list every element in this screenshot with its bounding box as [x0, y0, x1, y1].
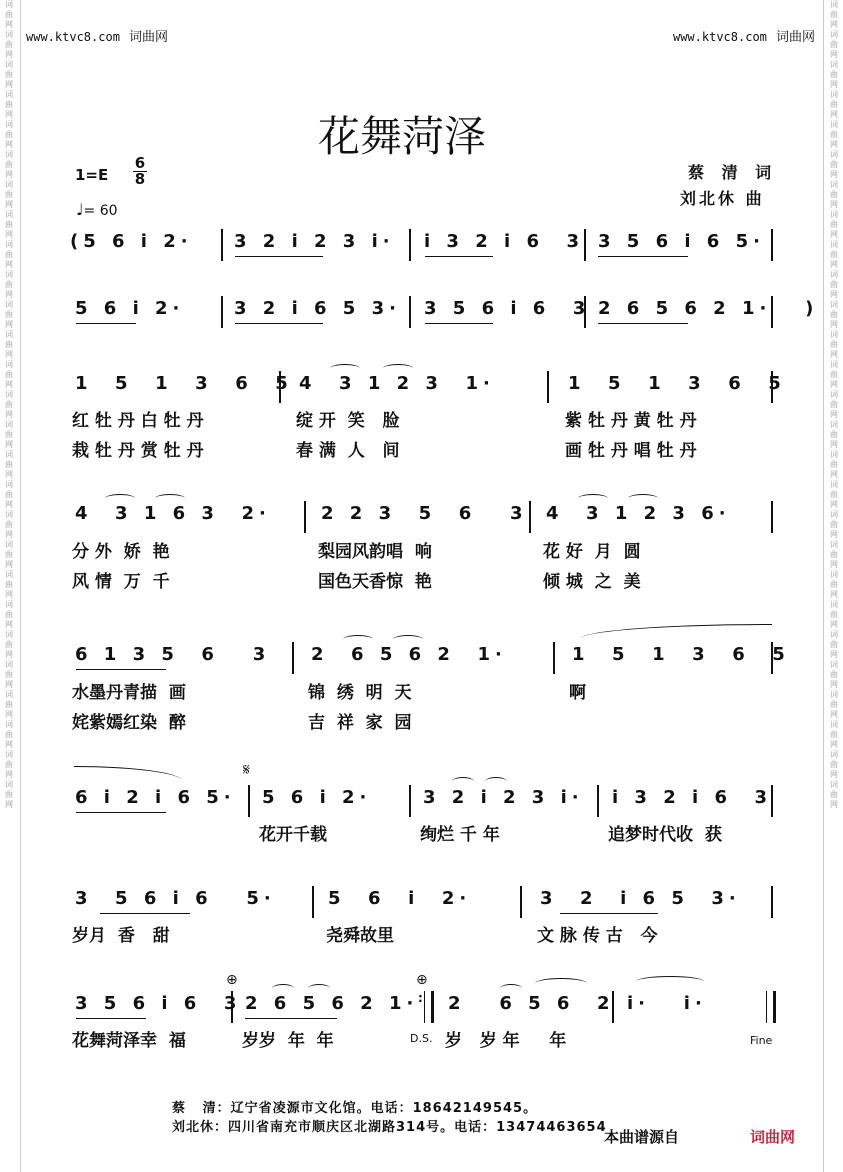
measure: 2 6 5 6 2 1· — [311, 644, 507, 665]
measure: 1 5 1 3 6 5 — [75, 373, 293, 394]
beam — [76, 669, 166, 670]
measure: 4 3 1 2 3 1· — [299, 373, 495, 394]
quarter-note-icon: ♩ — [76, 200, 84, 219]
barline — [221, 296, 223, 328]
lyric-line-2: 姹紫嫣红染 醉 — [72, 713, 186, 733]
coda-icon: ⊕ — [416, 972, 428, 988]
beam — [235, 256, 323, 257]
measure: i 3 2 i 6 3 — [612, 787, 773, 808]
slur — [578, 494, 608, 503]
site-header-right — [673, 26, 815, 45]
site-url: www.ktvc8.com — [26, 30, 120, 44]
source-brand-logo[interactable]: 词曲网 — [750, 1128, 796, 1146]
lyric-line-1: 尧舜故里 — [326, 926, 394, 946]
lyric-line-1: 花舞菏泽幸 福 — [72, 1031, 186, 1051]
lyric-line-1: 岁月 香 甜 — [72, 926, 170, 946]
composer-credit: 刘北休 曲 — [680, 189, 765, 208]
segno-icon: 𝄋 — [243, 760, 250, 779]
barline — [520, 886, 522, 918]
beam — [560, 913, 658, 914]
barline — [312, 886, 314, 918]
measure: 3 2 i 6 5 3· — [540, 888, 741, 909]
barline — [553, 642, 555, 674]
lyric-line-2: 栽 牡 丹 赏 牡 丹 — [72, 441, 204, 461]
measure: 5 6 i 2· — [328, 888, 472, 909]
tempo-value: = 60 — [83, 203, 118, 219]
lyric-line-2: 春 满 人 间 — [296, 441, 400, 461]
beam — [245, 1018, 337, 1019]
lyric-line-2: 国色天香惊 艳 — [318, 572, 432, 592]
measure: 3 2 i 2 3 i· — [423, 787, 584, 808]
slur — [105, 494, 135, 503]
double-barline — [424, 991, 434, 1023]
measure: 5 6 i 2· — [262, 787, 372, 808]
slur — [485, 777, 507, 786]
site-name: 词曲网 — [775, 30, 815, 45]
measure: 3 2 i 2 3 i· — [234, 231, 395, 252]
tempo-marking — [76, 200, 118, 219]
measure: i 3 2 i 6 3 — [424, 231, 585, 252]
barline — [529, 501, 531, 533]
beam — [76, 1018, 146, 1019]
lyric-line-1: 分 外 娇 艳 — [72, 542, 170, 562]
key-signature: 1=E — [75, 166, 109, 184]
lyric-line-1: 啊 — [569, 683, 586, 703]
fine-mark: Fine — [750, 1034, 773, 1047]
barline — [771, 886, 773, 918]
beam — [425, 323, 493, 324]
lyric-line-1: 岁 岁 年 年 — [445, 1031, 567, 1051]
barline — [584, 229, 586, 261]
slur — [500, 984, 522, 993]
beam — [598, 256, 688, 257]
footer-contact-2: 刘北休：四川省南充市顺庆区北湖路314号。电话：13474463654 — [172, 1120, 607, 1135]
measure: 3 2 i 6 5 3· — [234, 298, 401, 319]
measure: 4 3 1 2 3 6· — [546, 503, 731, 524]
left-border — [20, 0, 21, 1172]
tie — [74, 766, 182, 781]
measure: (5 6 i 2· — [70, 231, 193, 252]
slur — [155, 494, 185, 503]
slur — [452, 777, 474, 786]
lyric-line-2: 吉 祥 家 园 — [308, 713, 412, 733]
tie — [580, 624, 772, 639]
song-title: 花舞菏泽 — [318, 112, 487, 161]
final-barline — [766, 991, 776, 1023]
lyric-line-1: 锦 绣 明 天 — [308, 683, 412, 703]
measure: 6 1 3 5 6 3 — [75, 644, 271, 665]
coda-icon: ⊕ — [226, 972, 238, 988]
slur — [628, 494, 658, 503]
barline — [547, 371, 549, 403]
measure: 1 5 1 3 6 5 — [572, 644, 790, 665]
measure: 2 2 3 5 6 3 — [321, 503, 528, 524]
lyric-line-1: 红 牡 丹 白 牡 丹 — [72, 411, 204, 431]
measure: 2 6 5 6 2 — [448, 993, 615, 1014]
lyric-line-2: 画 牡 丹 唱 牡 丹 — [565, 441, 697, 461]
slur — [343, 635, 373, 644]
lyric-line-2: 倾 城 之 美 — [543, 572, 641, 592]
measure: 3 5 6 i 6 5· — [75, 888, 276, 909]
slur — [330, 364, 360, 373]
barline — [279, 371, 281, 403]
barline — [612, 991, 614, 1023]
lyric-line-1: 花 好 月 圆 — [543, 542, 641, 562]
barline — [771, 296, 773, 328]
beam — [76, 812, 166, 813]
right-watermark: 词曲网词曲网词曲网词曲网词曲网词曲网词曲网词曲网词曲网词曲网词曲网词曲网词曲网词曲网词曲网词曲网词曲网词曲网词曲网词曲网词曲网词曲网词曲网词曲网词曲网词曲网词曲网 — [830, 0, 838, 809]
time-signature — [133, 156, 147, 187]
slur — [272, 984, 294, 993]
lyric-line-1: 文 脉 传 古 今 — [537, 926, 658, 946]
barline — [409, 785, 411, 817]
barline — [584, 296, 586, 328]
barline — [771, 501, 773, 533]
lyric-line-1: 紫 牡 丹 黄 牡 丹 — [565, 411, 697, 431]
beam — [598, 323, 688, 324]
barline — [771, 785, 773, 817]
barline — [248, 785, 250, 817]
slur — [383, 364, 413, 373]
barline — [409, 229, 411, 261]
measure: 1 5 1 3 6 5 — [568, 373, 786, 394]
measure: 2 6 5 6 2 1· — [245, 993, 419, 1014]
beam — [235, 323, 323, 324]
measure: 3 5 6 i 6 3 — [424, 298, 591, 319]
measure: 3 5 6 i 6 3 — [75, 993, 242, 1014]
lyric-line-1: 花开千载 — [259, 825, 327, 845]
lyric-line-1: 梨园风韵唱 响 — [318, 542, 432, 562]
slur — [393, 635, 423, 644]
lyric-line-1: 岁岁 年 年 — [242, 1031, 334, 1051]
dal-segno-mark: D.S. — [410, 1032, 433, 1045]
lyric-line-1: 绽 开 笑 脸 — [296, 411, 400, 431]
tie — [535, 978, 587, 989]
time-sig-denominator: 8 — [134, 170, 146, 188]
footer-contact-1: 蔡 清：辽宁省凌源市文化馆。电话：18642149545。 — [172, 1101, 538, 1116]
barline — [597, 785, 599, 817]
lyric-line-1: 水墨丹青描 画 — [72, 683, 186, 703]
repeat-dots: : — [418, 991, 423, 1005]
barline — [292, 642, 294, 674]
site-url: www.ktvc8.com — [672, 30, 767, 44]
lyric-line-1: 绚烂 千 年 — [420, 825, 500, 845]
beam — [76, 323, 136, 324]
barline — [771, 642, 773, 674]
lyricist-credit: 蔡 清 词 — [688, 163, 778, 182]
source-label: 本曲谱源自 — [604, 1128, 680, 1146]
right-border — [823, 0, 824, 1172]
measure: 4 3 1 6 3 2· — [75, 503, 271, 524]
barline — [304, 501, 306, 533]
site-header-left — [26, 26, 168, 45]
measure: 6 i 2 i 6 5· — [75, 787, 236, 808]
measure: 2 6 5 6 2 1· ) — [598, 298, 819, 319]
tie — [636, 976, 704, 987]
barline — [771, 229, 773, 261]
slur — [308, 984, 330, 993]
barline — [221, 229, 223, 261]
measure: 3 5 6 i 6 5· — [598, 231, 765, 252]
measure: 5 6 i 2· — [75, 298, 185, 319]
left-watermark: 词曲网词曲网词曲网词曲网词曲网词曲网词曲网词曲网词曲网词曲网词曲网词曲网词曲网词曲网词曲网词曲网词曲网词曲网词曲网词曲网词曲网词曲网词曲网词曲网词曲网词曲网词曲网 — [5, 0, 13, 809]
measure: i· i· — [627, 993, 707, 1014]
barline — [409, 296, 411, 328]
beam — [100, 913, 190, 914]
barline — [231, 991, 233, 1023]
lyric-line-2: 风 情 万 千 — [72, 572, 170, 592]
beam — [425, 256, 493, 257]
barline — [771, 371, 773, 403]
site-name: 词曲网 — [129, 30, 169, 45]
time-sig-numerator: 6 — [134, 154, 146, 172]
lyric-line-1: 追梦时代收 获 — [608, 825, 722, 845]
